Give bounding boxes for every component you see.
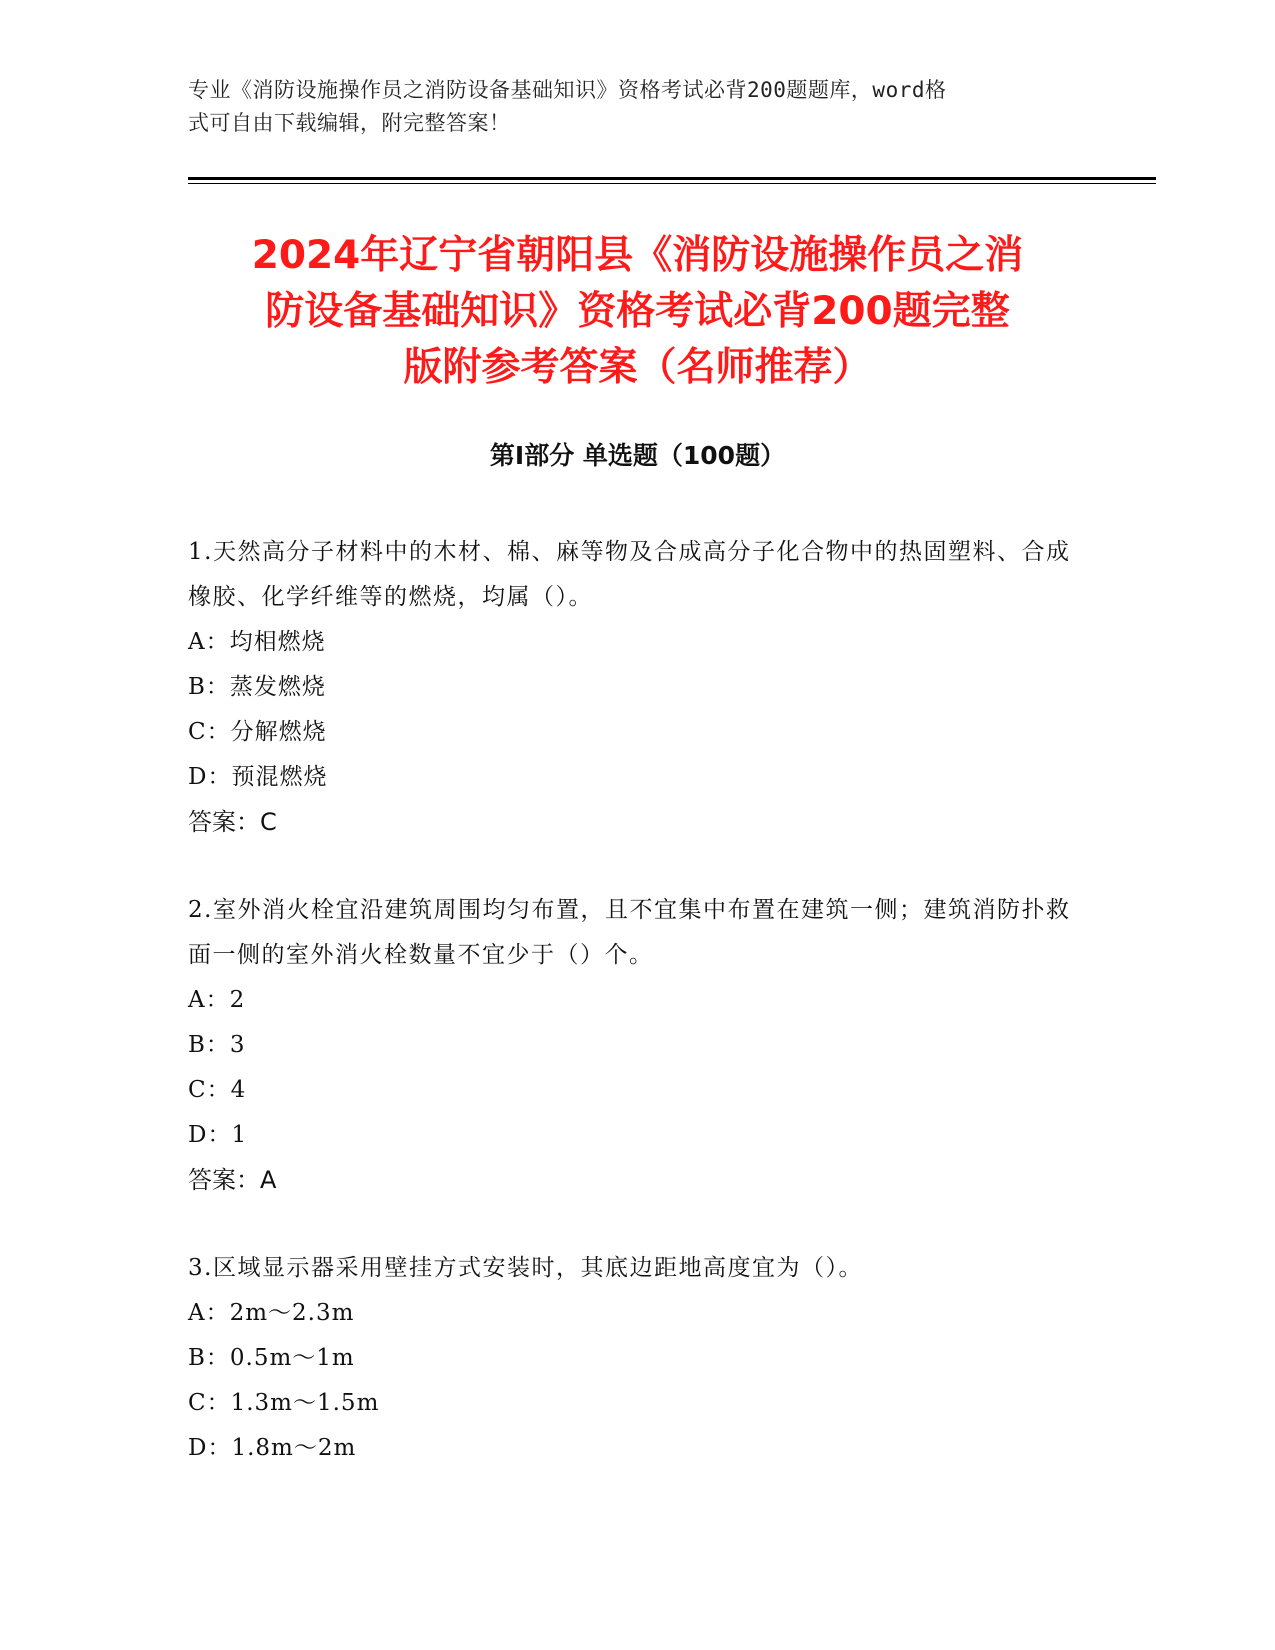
question-option-a: A：2m～2.3m xyxy=(188,1300,355,1326)
question-item xyxy=(188,530,1088,845)
header-note-line: 式可自由下载编辑，附完整答案！ xyxy=(188,111,511,135)
question-option-a: A：均相燃烧 xyxy=(188,629,326,655)
question-option-b: B：蒸发燃烧 xyxy=(188,674,326,700)
question-option-d: D：1 xyxy=(188,1122,248,1148)
title-line: 防设备基础知识》资格考试必背200题完整 xyxy=(265,289,1010,334)
question-option-d: D：1.8m～2m xyxy=(188,1435,357,1461)
question-stem: 3.区域显示器采用壁挂方式安装时，其底边距地高度宜为（）。 xyxy=(188,1255,863,1281)
question-option-a: A：2 xyxy=(188,987,246,1013)
question-option-c: C：分解燃烧 xyxy=(188,719,327,745)
question-option-b: B：3 xyxy=(188,1032,246,1058)
question-option-d: D：预混燃烧 xyxy=(188,764,328,790)
header-divider-thin xyxy=(188,183,1156,184)
question-list xyxy=(188,530,1088,1514)
question-option-b: B：0.5m～1m xyxy=(188,1345,355,1371)
section-title: 第Ⅰ部分 单选题（100题） xyxy=(489,441,786,470)
question-answer: 答案：A xyxy=(188,1166,277,1194)
header-note xyxy=(188,74,1068,140)
header-divider-thick xyxy=(188,177,1156,180)
question-option-c: C：4 xyxy=(188,1077,247,1103)
question-item xyxy=(188,888,1088,1203)
question-item xyxy=(188,1246,1088,1471)
title-line: 版附参考答案（名师推荐） xyxy=(403,345,872,390)
question-stem: 1.天然高分子材料中的木材、棉、麻等物及合成高分子化合物中的热固塑料、合成橡胶、化学纤维等的燃烧，均属（）。 xyxy=(188,539,1071,610)
question-option-c: C：1.3m～1.5m xyxy=(188,1390,380,1416)
header-note-line: 专业《消防设施操作员之消防设备基础知识》资格考试必背200题题库，word格 xyxy=(188,78,947,102)
question-answer: 答案：C xyxy=(188,808,277,836)
question-stem: 2.室外消火栓宜沿建筑周围均匀布置，且不宜集中布置在建筑一侧；建筑消防扑救面一侧的室外消火栓数量不宜少于（）个。 xyxy=(188,897,1071,968)
document-title xyxy=(160,228,1115,396)
title-line: 2024年辽宁省朝阳县《消防设施操作员之消 xyxy=(251,233,1024,278)
